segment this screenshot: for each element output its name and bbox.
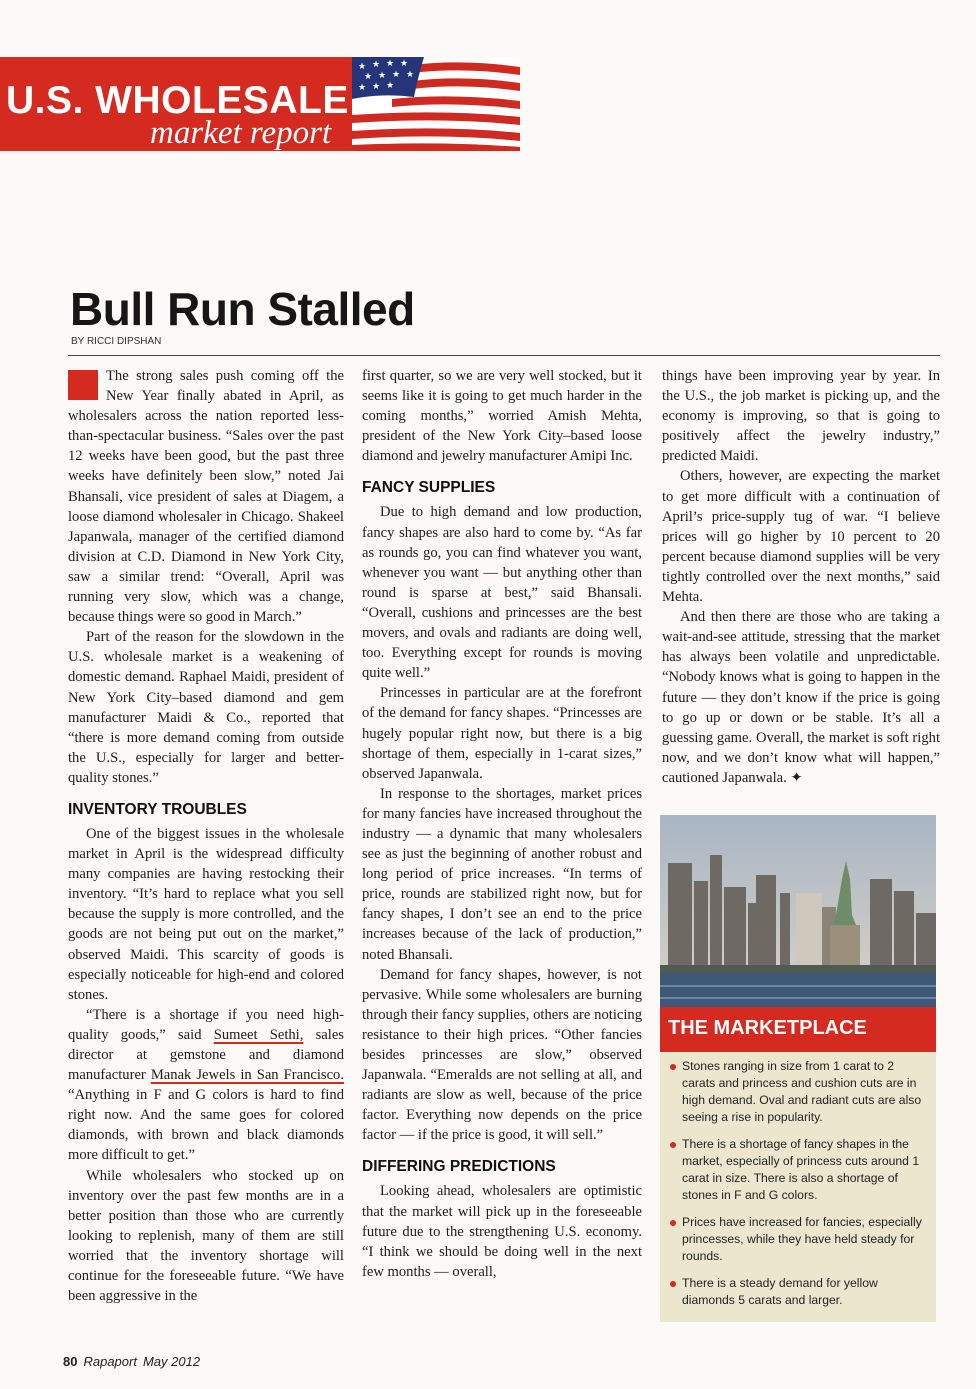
bullet-icon xyxy=(670,1281,676,1287)
svg-text:★: ★ xyxy=(400,59,409,69)
paragraph: things have been improving year by year. In the U.S., the job market is picking up, and the economy is improving, so that is going to positively affect the jewelry industry,” predicted Maidi. xyxy=(662,368,940,465)
highlighted-company-manak: Manak Jewels in San Francisco. xyxy=(150,1067,345,1084)
paragraph: While wholesalers who stocked up on inventory over the past few months are in a better position than those who are currently looking to replenish, many of them are still worried that the inventory shortage will continue for the foreseeable future. “We have been aggressive in the xyxy=(68,1167,344,1305)
svg-text:★: ★ xyxy=(386,59,395,69)
bullet-icon xyxy=(670,1142,676,1148)
paragraph: One of the biggest issues in the wholesale market in April is the widespread difficulty many companies are having restocking their inventory. “It’s hard to replace what you sell because the supply is more controlled, and the goods are not being put out on the market,” observed Maidi. This scarcity of goods is especially noticeable for high-end and colored stones. xyxy=(68,825,344,1003)
paragraph xyxy=(68,1005,344,1166)
us-flag-icon xyxy=(352,57,520,151)
svg-text:★: ★ xyxy=(378,71,387,81)
list-item xyxy=(670,1136,926,1204)
headline-divider xyxy=(68,355,940,356)
paragraph-text: “Anything in F and G colors is hard to find right now. And the same goes for colored diamonds, with brown and black diamonds more difficult to get.” xyxy=(68,1087,344,1164)
svg-text:★: ★ xyxy=(372,82,381,92)
paragraph: And then there are those who are taking a wait-and-see attitude, stressing that the market has always been volatile and unpredictable. “Nobody knows what is going to happen in the future — they don’t know if the price is going to go up or down or be stable. It’s all a guessing game. Overall, the market is soft right now, and we don’t know what will happen,” cautioned Japanwala. ✦ xyxy=(662,609,940,786)
svg-text:★: ★ xyxy=(358,83,367,93)
list-item xyxy=(670,1214,926,1265)
paragraph: first quarter, so we are very well stocked, but it seems like it is going to get much harder in the coming months,” worried Amish Mehta, president of the New York City–based loose diamond and jewelry manufacturer Amipi Inc. xyxy=(362,368,642,465)
publication-name: Rapaport xyxy=(83,1354,137,1369)
svg-text:★: ★ xyxy=(392,70,401,80)
list-item xyxy=(670,1275,926,1309)
new-york-skyline-photo xyxy=(660,815,936,1007)
svg-text:★: ★ xyxy=(372,60,381,70)
bullet-icon xyxy=(670,1220,676,1226)
section-heading-fancy: FANCY SUPPLIES xyxy=(362,479,496,497)
article-byline: BY RICCI DIPSHAN xyxy=(71,336,162,347)
paragraph: In response to the shortages, market prices for many fancies have increased throughout the industry — a dynamic that many wholesalers see as just the beginning of another robust and long period of price increases. “In terms of price, rounds are stabilized right now, but for fancy shapes, I don’t see an end to the price increases because of the lack of production,” noted Bhansali. xyxy=(362,785,642,963)
article-column-2 xyxy=(362,366,642,1282)
banner-subtitle: market report xyxy=(150,115,332,151)
svg-text:★: ★ xyxy=(406,70,415,80)
paragraph: Due to high demand and low production, fancy shapes are also hard to come by. “As far as rounds go, you can find whatever you want, whenever you want — but anything other than round is sparse at best,” said Bhansali. “Overall, cushions and princesses are the best movers, and ovals and radiants are doing well, too. Everything except for rounds is moving quite well.” xyxy=(362,504,642,682)
list-item-text: Prices have increased for fancies, especially princesses, while they have held steady for rounds. xyxy=(682,1215,922,1263)
section-banner xyxy=(0,57,520,151)
banner-title: U.S. WHOLESALE xyxy=(6,79,349,122)
section-heading-predictions: DIFFERING PREDICTIONS xyxy=(362,1158,556,1176)
sidebar-marketplace xyxy=(660,1052,936,1322)
sidebar-bullet-list xyxy=(670,1058,926,1309)
paragraph: Part of the reason for the slowdown in the U.S. wholesale market is a weakening of domestic demand. Raphael Maidi, president of New York City–based diamond and gem manufacturer Maidi & Co., reported that “there is more demand coming from outside the U.S., especially for larger and better-quality stones.” xyxy=(68,629,344,786)
list-item-text: There is a steady demand for yellow diamonds 5 carats and larger. xyxy=(682,1276,878,1307)
article-column-1 xyxy=(68,366,344,1306)
issue-date: May 2012 xyxy=(142,1354,201,1369)
paragraph xyxy=(68,366,344,627)
paragraph: Looking ahead, wholesalers are optimistic that the market will pick up in the foreseeable future due to the strengthening U.S. economy. “I think we should be doing well in the next few months — overall, xyxy=(362,1183,642,1280)
paragraph: Others, however, are expecting the market to get more difficult with a continuation of April’s price-supply tug of war. “I believe prices will go higher by 10 percent to 20 percent because diamond supplies will be very tightly controlled over the next months,” said Mehta. xyxy=(662,468,940,606)
paragraph-text: “There is a shortage if you need high-quality goods,” said xyxy=(68,1006,344,1043)
page-footer xyxy=(63,1354,206,1369)
paragraph: Demand for fancy shapes, however, is not pervasive. While some wholesalers are burning through their fancy supplies, others are noticing resistance to their high prices. “Other fancies besides princesses are slow,” observed Japanwala. “Emeralds are not selling at all, and radiants are slow as well, because of the price factor. Everything now depends on the price factor — if the price is good, it will sell.” xyxy=(362,966,642,1144)
banner-red-block xyxy=(0,57,352,151)
paragraph: Princesses in particular are at the forefront of the demand for fancy shapes. “Princesses are hugely popular right now, but there is a big shortage of them, especially in 1-carat sizes,” observed Japanwala. xyxy=(362,685,642,782)
bullet-icon xyxy=(670,1064,676,1070)
sidebar-title: THE MARKETPLACE xyxy=(660,1007,936,1052)
list-item-text: Stones ranging in size from 1 carat to 2 carats and princess and cushion cuts are in high demand. Oval and radiant cuts are also seeing a rise in popularity. xyxy=(682,1059,922,1124)
paragraph-text: sales director at gemstone and diamond manufacturer xyxy=(68,1026,344,1084)
drop-box-marker xyxy=(68,370,98,400)
list-item-text: There is a shortage of fancy shapes in the market, especially of princess cuts around 1 carat in size. There is also a shortage of stones in F and G colors. xyxy=(682,1137,920,1202)
article-headline: Bull Run Stalled xyxy=(70,283,415,335)
list-item xyxy=(670,1058,926,1126)
svg-text:★: ★ xyxy=(358,62,367,72)
paragraph-text: The strong sales push coming off the New Year finally abated in April, as wholesalers across the nation reported less-than-spectacular business. “Sales over the past 12 weeks have been good, but the past three weeks have definitely been slow,” noted Jai Bhansali, vice president of sales at Diagem, a loose diamond wholesaler in Chicago. Shakeel Japanwala, manager of the certified diamond division at C.D. Diamond in New York City, saw a similar trend: “Overall, April was running very slow, which was a change, because things were so good in March.” xyxy=(68,368,344,626)
svg-text:★: ★ xyxy=(364,72,373,82)
page-number: 80 xyxy=(63,1354,78,1369)
svg-text:★: ★ xyxy=(386,81,395,91)
highlighted-name-sethi: Sumeet Sethi, xyxy=(213,1026,304,1043)
article-column-3 xyxy=(662,366,940,788)
section-heading-inventory: INVENTORY TROUBLES xyxy=(68,800,247,818)
